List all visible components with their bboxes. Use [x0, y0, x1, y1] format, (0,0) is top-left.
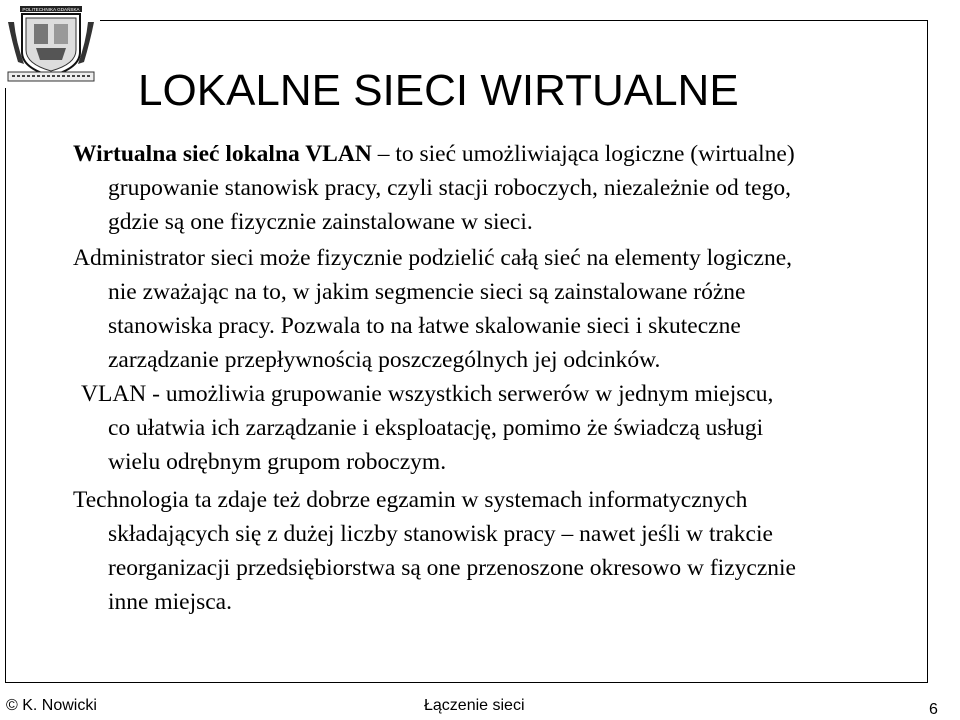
- paragraph-line: [73, 138, 913, 171]
- paragraph-line: reorganizacji przedsiębiorstwa są one przenoszone okresowo w fizycznie: [108, 555, 796, 581]
- university-seal-logo: [2, 2, 100, 86]
- frame-top-line: [100, 20, 928, 21]
- paragraph-line: grupowanie stanowisk pracy, czyli stacji roboczych, niezależnie od tego,: [108, 175, 791, 201]
- paragraph-line: VLAN - umożliwia grupowanie wszystkich serwerów w jednym miejscu,: [81, 381, 774, 407]
- paragraph-administrator: [0, 242, 960, 382]
- svg-text:POLITECHNIKA GDAŃSKA: POLITECHNIKA GDAŃSKA: [22, 7, 80, 12]
- paragraph-line: Technologia ta zdaje też dobrze egzamin w systemach informatycznych: [73, 487, 748, 513]
- definition-term: Wirtualna sieć lokalna VLAN: [73, 141, 372, 167]
- footer-topic: Łączenie sieci: [424, 697, 525, 714]
- footer-author: © K. Nowicki: [6, 697, 97, 714]
- paragraph-line: składających się z dużej liczby stanowisk pracy – nawet jeśli w trakcie: [108, 521, 773, 547]
- paragraph-line: Administrator sieci może fizycznie podzielić całą sieć na elementy logiczne,: [73, 245, 793, 271]
- paragraph-line: inne miejsca.: [108, 589, 232, 615]
- paragraph-line: wielu odrębnym grupom roboczym.: [108, 449, 447, 475]
- definition-text: – to sieć umożliwiająca logiczne (wirtualne): [371, 141, 795, 167]
- slide-title: LOKALNE SIECI WIRTUALNE: [138, 66, 739, 115]
- paragraph-line: stanowiska pracy. Pozwala to na łatwe skalowanie sieci i skuteczne: [108, 313, 741, 339]
- paragraph-technology: [0, 484, 960, 624]
- paragraph-line: gdzie są one fizycznie zainstalowane w sieci.: [108, 209, 533, 235]
- paragraph-line: zarządzanie przepływnością poszczególnych jej odcinków.: [108, 347, 661, 373]
- page-number: 6: [929, 701, 938, 718]
- frame-bottom-line: [5, 682, 928, 683]
- paragraph-line: co ułatwia ich zarządzanie i eksploatację, pomimo że świadczą usługi: [108, 415, 764, 441]
- paragraph-line: nie zważając na to, w jakim segmencie sieci są zainstalowane różne: [108, 279, 746, 305]
